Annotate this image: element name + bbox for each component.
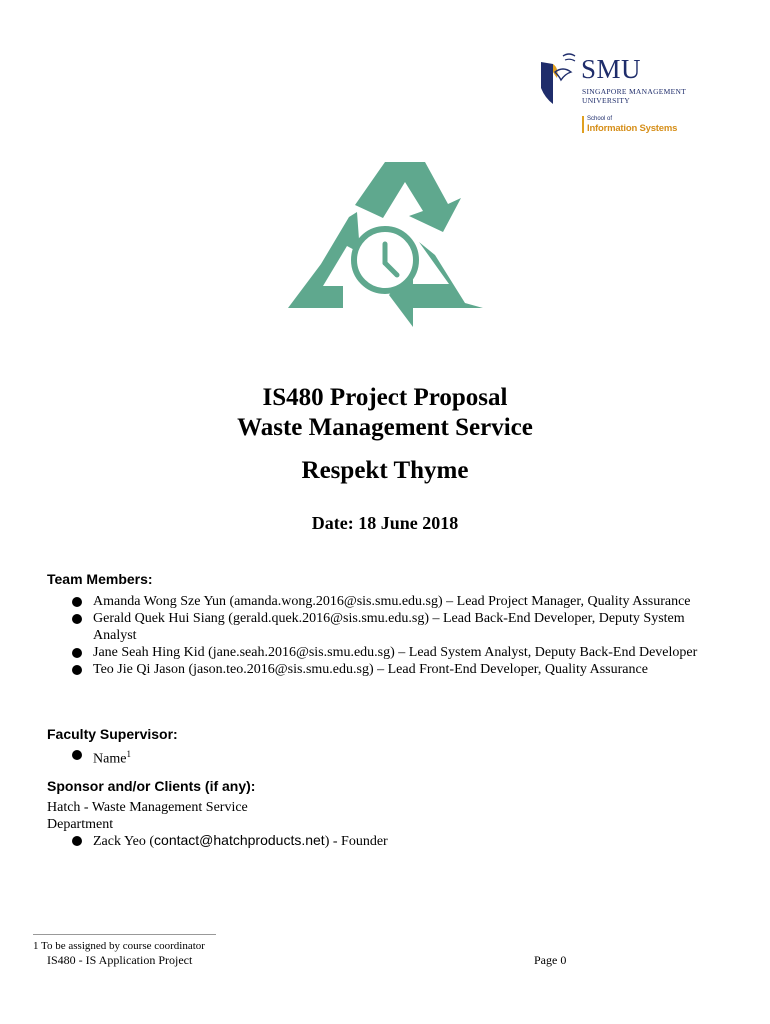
- contact-role: ) - Founder: [324, 834, 388, 849]
- smu-logo: [537, 52, 697, 136]
- footnote-text: 1 To be assigned by course coordinator: [33, 940, 205, 952]
- contact-email-link[interactable]: contact@hatchproducts.net: [154, 832, 325, 848]
- list-item: Jane Seah Hing Kid (jane.seah.2016@sis.smu.edu.sg) – Lead System Analyst, Deputy Back-End Developer: [72, 644, 722, 661]
- list-item: Teo Jie Qi Jason (jason.teo.2016@sis.smu.edu.sg) – Lead Front-End Developer, Quality Assurance: [72, 661, 722, 678]
- smu-wordmark: SMU: [581, 54, 642, 84]
- sponsor-organization: Hatch - Waste Management Service Department: [47, 800, 248, 832]
- school-label: School of: [587, 116, 613, 122]
- faculty-heading: Faculty Supervisor:: [47, 726, 178, 742]
- smu-crest-icon: [537, 52, 581, 112]
- footer-page-number: Page 0: [534, 953, 567, 967]
- contact-name: Zack Yeo (: [93, 834, 155, 849]
- faculty-supervisor-item: [72, 746, 131, 768]
- sponsor-contact-item: [72, 832, 388, 850]
- faculty-name: Name: [93, 751, 127, 767]
- document-title: [0, 383, 770, 443]
- university-name: SINGAPORE MANAGEMENT UNIVERSITY: [582, 87, 687, 105]
- footer-course: IS480 - IS Application Project: [47, 953, 193, 967]
- footnote-reference[interactable]: 1: [126, 749, 131, 759]
- team-name: Respekt Thyme: [301, 457, 469, 484]
- title-line-2: Waste Management Service: [237, 414, 533, 441]
- footnote-divider: [33, 934, 216, 935]
- sponsor-heading: Sponsor and/or Clients (if any):: [47, 778, 256, 794]
- document-date: Date: 18 June 2018: [311, 513, 459, 533]
- title-line-1: IS480 Project Proposal: [262, 384, 508, 411]
- school-divider: [582, 116, 584, 133]
- bullet-icon: [72, 648, 82, 658]
- recycle-clock-icon: [285, 160, 485, 350]
- list-item: Amanda Wong Sze Yun (amanda.wong.2016@sis.smu.edu.sg) – Lead Project Manager, Quality Assurance: [72, 593, 722, 610]
- bullet-icon: [72, 836, 82, 846]
- bullet-icon: [72, 614, 82, 624]
- team-members-list: [72, 593, 722, 678]
- bullet-icon: [72, 665, 82, 675]
- team-members-heading: Team Members:: [47, 571, 153, 587]
- bullet-icon: [72, 750, 82, 760]
- bullet-icon: [72, 597, 82, 607]
- department-name: Information Systems: [587, 123, 678, 134]
- list-item: Gerald Quek Hui Siang (gerald.quek.2016@sis.smu.edu.sg) – Lead Back-End Developer, Deputy System Analyst: [72, 610, 722, 644]
